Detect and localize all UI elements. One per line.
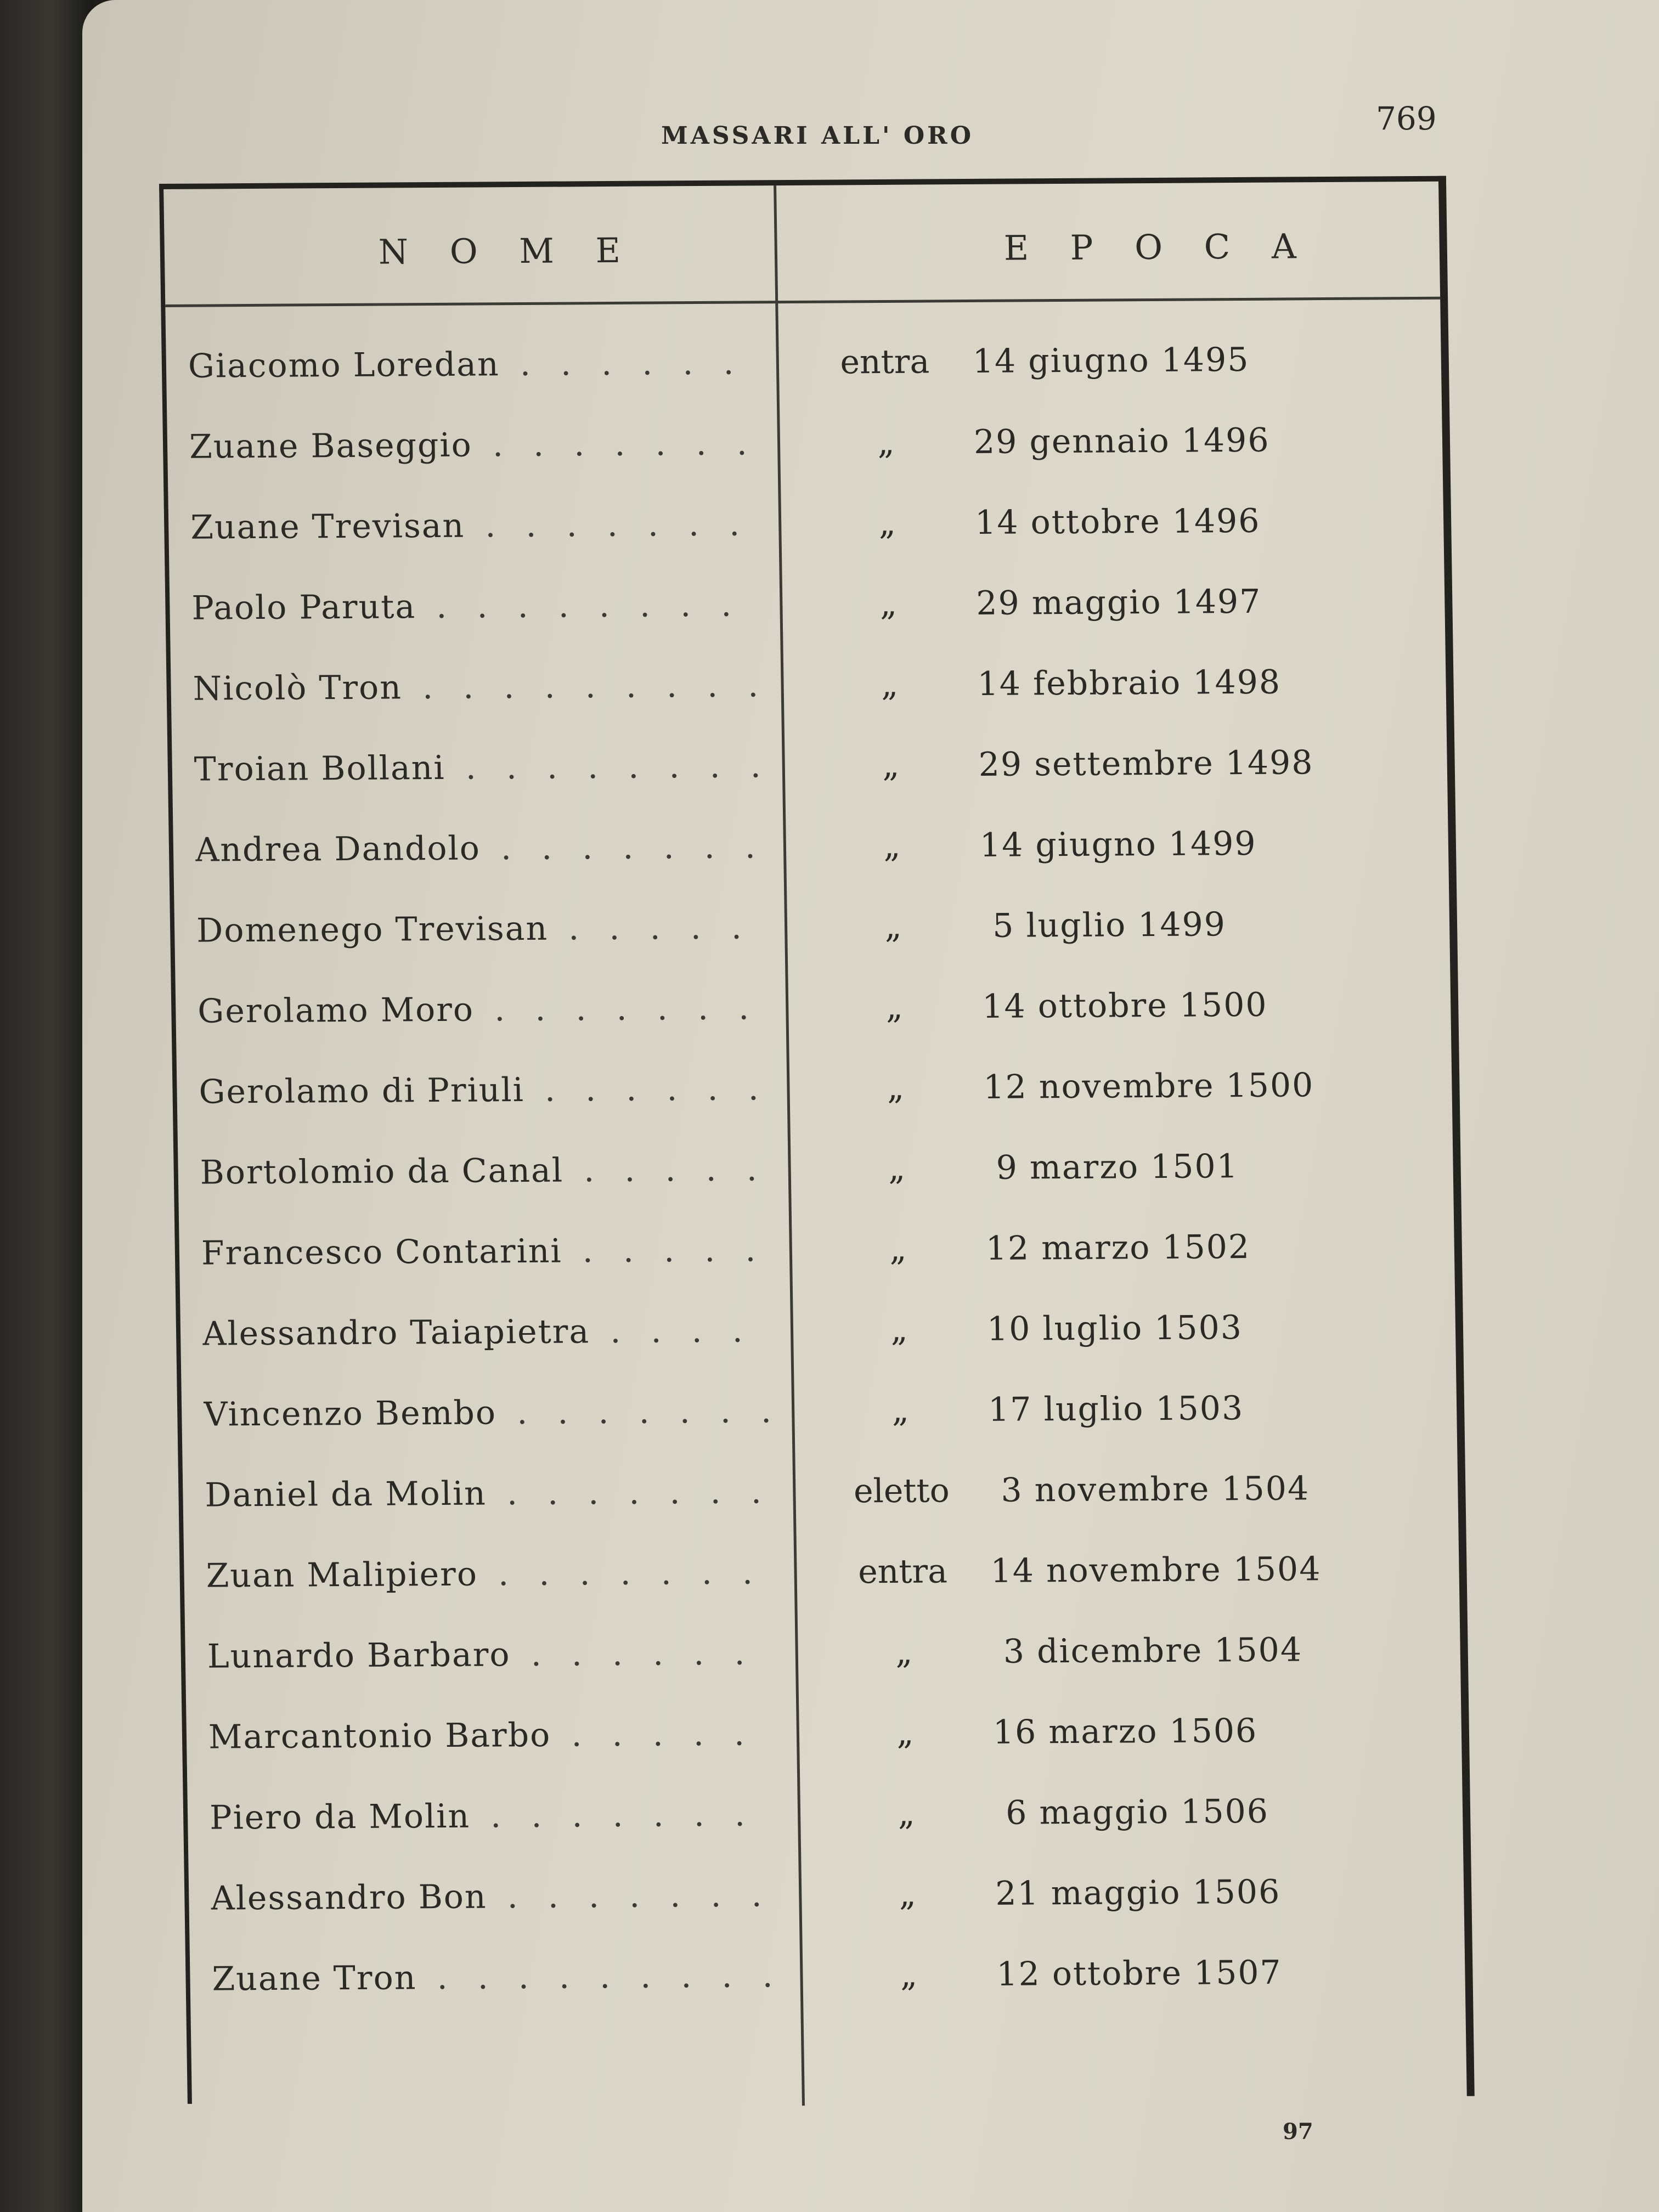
row-date: 12 marzo 1502 bbox=[985, 1227, 1251, 1268]
table-row bbox=[171, 662, 1447, 751]
row-date: 12 novembre 1500 bbox=[983, 1066, 1314, 1107]
row-date: 16 marzo 1506 bbox=[992, 1711, 1258, 1752]
row-date: 17 luglio 1503 bbox=[988, 1389, 1244, 1429]
row-status: „ bbox=[899, 1875, 917, 1914]
row-name: Alessandro Taiapietra . . . bbox=[202, 1311, 768, 1353]
row-date: 14 giugno 1499 bbox=[979, 824, 1257, 865]
table-row bbox=[185, 1630, 1461, 1718]
row-name: Daniel da Molin . . . bbox=[205, 1472, 770, 1514]
row-status: „ bbox=[896, 1713, 914, 1752]
row-date: 29 settembre 1498 bbox=[978, 743, 1314, 784]
row-status: „ bbox=[889, 1229, 907, 1269]
row-date: 12 ottobre 1507 bbox=[996, 1953, 1283, 1994]
row-name: Zuane Baseggio . . . bbox=[189, 424, 755, 466]
table-row bbox=[189, 1872, 1465, 1960]
table-row bbox=[173, 823, 1449, 912]
register-table bbox=[159, 176, 1475, 2104]
row-name: Zuane Tron . . . bbox=[212, 1956, 777, 1998]
table-row bbox=[188, 1791, 1464, 1880]
row-status: „ bbox=[884, 907, 902, 946]
row-date: 14 giugno 1495 bbox=[972, 340, 1250, 381]
row-date: 29 maggio 1497 bbox=[975, 582, 1262, 623]
table-row bbox=[168, 501, 1444, 589]
row-name: Vincenzo Bembo . . . bbox=[204, 1392, 769, 1434]
table-row bbox=[167, 420, 1443, 509]
table-row bbox=[182, 1388, 1458, 1476]
row-name: Francesco Contarini . . . bbox=[201, 1231, 766, 1272]
row-status: entra bbox=[857, 1552, 948, 1592]
row-name: Marcantonio Barbo . . . bbox=[208, 1714, 774, 1756]
row-name: Troian Bollani . . . bbox=[194, 747, 759, 788]
row-name: Zuane Trevisan . . . bbox=[190, 505, 756, 546]
row-name: Giacomo Loredan . . . bbox=[188, 343, 753, 385]
row-status: „ bbox=[885, 988, 904, 1027]
table-row bbox=[177, 1065, 1453, 1154]
row-name: Nicolò Tron . . . bbox=[193, 666, 758, 708]
signature-mark: 97 bbox=[1283, 2119, 1313, 2145]
row-name: Piero da Molin . . . bbox=[210, 1795, 775, 1837]
row-name: Lunardo Barbaro . . . bbox=[207, 1634, 772, 1675]
row-status: „ bbox=[883, 826, 901, 866]
row-date: 9 marzo 1501 bbox=[984, 1147, 1239, 1187]
running-title: MASSARI ALL' ORO bbox=[661, 122, 974, 150]
row-status: „ bbox=[898, 1794, 916, 1833]
row-status: „ bbox=[895, 1633, 913, 1672]
row-name: Gerolamo Moro . . . bbox=[198, 989, 763, 1030]
table-row bbox=[170, 582, 1446, 670]
row-date: 21 maggio 1506 bbox=[995, 1872, 1281, 1913]
row-date: 14 ottobre 1500 bbox=[981, 985, 1268, 1026]
table-row bbox=[184, 1549, 1460, 1638]
table-row bbox=[178, 1146, 1454, 1234]
row-name: Bortolomio da Canal . . . bbox=[200, 1150, 765, 1192]
table-row bbox=[172, 743, 1448, 831]
row-name: Andrea Dandolo . . . bbox=[195, 827, 761, 869]
table-row bbox=[180, 1307, 1457, 1396]
column-header-nome: N O M E bbox=[378, 230, 636, 272]
row-date: 14 novembre 1504 bbox=[990, 1550, 1322, 1590]
row-date: 14 febbraio 1498 bbox=[977, 663, 1282, 703]
row-status: entra bbox=[839, 342, 930, 382]
row-status: „ bbox=[882, 746, 900, 785]
column-header-epoca: E P O C A bbox=[1003, 226, 1312, 268]
table-row bbox=[186, 1711, 1462, 1799]
row-status: „ bbox=[879, 584, 898, 624]
table-row bbox=[176, 985, 1452, 1073]
row-date: 3 novembre 1504 bbox=[989, 1469, 1310, 1510]
table-row bbox=[179, 1227, 1455, 1315]
row-date: 29 gennaio 1496 bbox=[973, 421, 1270, 461]
row-name: Alessandro Bon . . . bbox=[211, 1876, 776, 1917]
row-status: eletto bbox=[853, 1471, 950, 1511]
table-row bbox=[166, 340, 1442, 428]
row-date: 3 dicembre 1504 bbox=[991, 1630, 1303, 1671]
row-date: 10 luglio 1503 bbox=[986, 1308, 1243, 1348]
row-status: „ bbox=[878, 504, 896, 543]
row-status: „ bbox=[888, 1149, 906, 1188]
row-name: Paolo Paruta . . . bbox=[191, 585, 757, 627]
row-status: „ bbox=[881, 665, 899, 704]
row-status: „ bbox=[887, 1068, 905, 1108]
row-status: „ bbox=[891, 1391, 910, 1430]
row-date: 6 maggio 1506 bbox=[994, 1792, 1269, 1832]
book-spine bbox=[0, 0, 93, 2212]
row-date: 14 ottobre 1496 bbox=[974, 501, 1261, 542]
row-date: 5 luglio 1499 bbox=[980, 905, 1227, 945]
table-body bbox=[166, 340, 1466, 2041]
table-row bbox=[174, 904, 1451, 992]
row-name: Gerolamo di Priuli . . . bbox=[199, 1069, 764, 1111]
table-row bbox=[183, 1469, 1459, 1557]
row-status: „ bbox=[900, 1955, 918, 1994]
row-status: „ bbox=[877, 423, 895, 462]
table-row bbox=[190, 1953, 1466, 2041]
page-number: 769 bbox=[1376, 100, 1437, 137]
row-name: Domenego Trevisan . . . bbox=[196, 908, 762, 950]
row-status: „ bbox=[890, 1310, 909, 1350]
header-rule bbox=[165, 297, 1440, 307]
row-name: Zuan Malipiero . . . bbox=[206, 1553, 771, 1595]
